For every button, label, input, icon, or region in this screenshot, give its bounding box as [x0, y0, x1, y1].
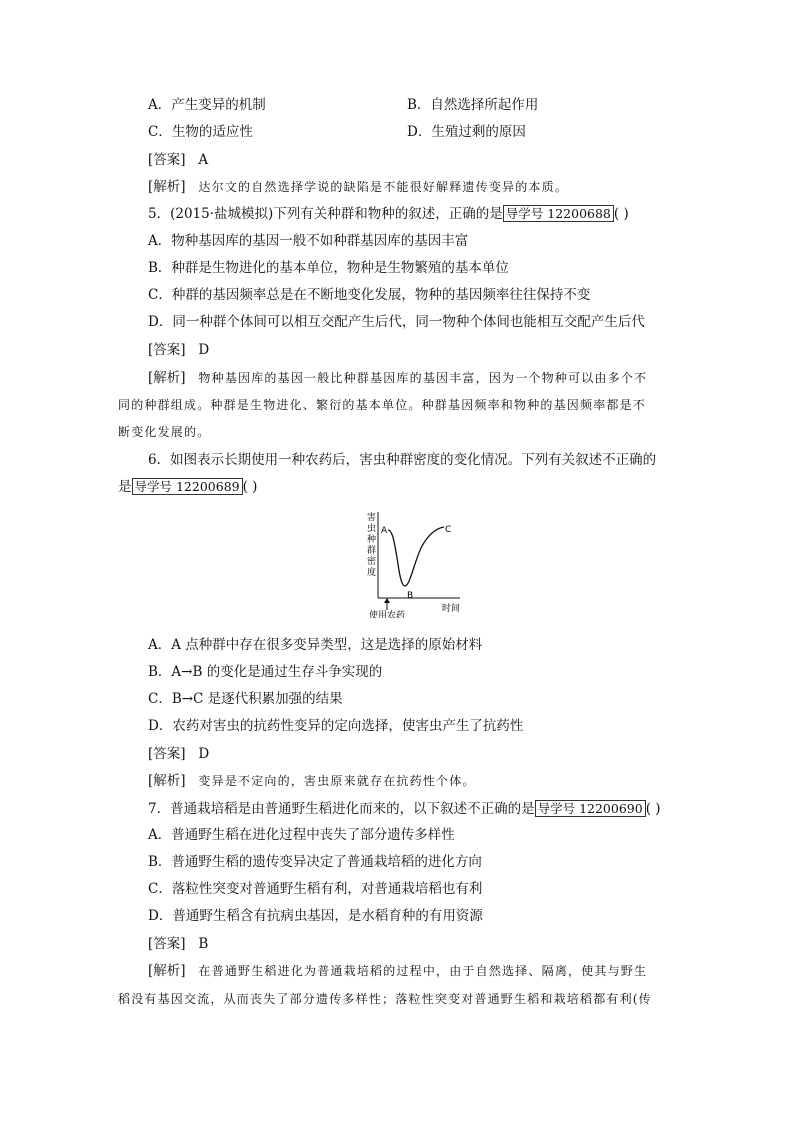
- q6-answer: D: [198, 746, 210, 762]
- q7-explanation-line-2: [118, 990, 652, 1008]
- y-label-char: 密: [367, 557, 377, 567]
- q4-answer-line: [148, 151, 208, 169]
- q6-stem-2: 是: [118, 479, 132, 495]
- q4-answer: A: [198, 152, 209, 168]
- q6-stem: 6．如图表示长期使用一种农药后，害虫种群密度的变化情况。下列有关叙述不正确的: [148, 452, 657, 468]
- answer-tag: [答案]: [148, 152, 186, 168]
- q4-explanation-line: [148, 178, 568, 196]
- q5-explanation-line-1: [148, 369, 647, 387]
- y-label-char: 虫: [367, 524, 377, 534]
- q7-option-d: D．普通野生稻含有抗病虫基因，是水稻育种的有用资源: [148, 908, 483, 924]
- x-axis-label: 时间: [442, 604, 461, 614]
- point-b-label: B: [407, 591, 414, 601]
- q5-explanation-2: 同的种群组成。种群是生物进化、繁衍的基本单位。种群基因频率和物种的基因频率都是不: [118, 398, 647, 412]
- q6-explanation: 变异是不定向的，害虫原来就存在抗药性个体。: [198, 774, 476, 788]
- q6-option-d: D．农药对害虫的抗药性变异的定向选择，使害虫产生了抗药性: [148, 718, 524, 734]
- q4-explanation: 达尔文的自然选择学说的缺陷是不能很好解释遗传变异的本质。: [198, 180, 569, 194]
- y-label-char: 害: [367, 513, 377, 523]
- q5-option-d: D．同一种群个体间可以相互交配产生后代，同一物种个体间也能相互交配产生后代: [148, 314, 645, 330]
- q7-answer-paren: ( ): [645, 801, 661, 817]
- q5-explanation-3: 断变化发展的。: [118, 425, 211, 439]
- q5-option-a: A．物种基因库的基因一般不如种群基因库的基因丰富: [148, 233, 469, 249]
- q6-answer-line: [148, 745, 209, 763]
- q7-option-c: C．落粒性突变对普通野生稻有利，对普通栽培稻也有利: [148, 881, 483, 897]
- q6-guide-number: 导学号 12200689: [132, 478, 243, 495]
- q5-explanation-line-3: [118, 423, 210, 441]
- pesticide-arrowhead: [384, 598, 390, 603]
- q6-explanation-line: [148, 772, 476, 790]
- q7-explanation-line-1: [148, 962, 647, 980]
- q7-stem-line: [148, 800, 661, 818]
- q7-option-b: B．普通野生稻的遗传变异决定了普通栽培稻的进化方向: [148, 854, 482, 870]
- q5-answer-paren: ( ): [613, 206, 629, 222]
- q5-option-b: B．种群是生物进化的基本单位，物种是生物繁殖的基本单位: [148, 260, 509, 276]
- graph-svg: [360, 508, 470, 618]
- explanation-tag: [解析]: [148, 963, 186, 979]
- explanation-tag: [解析]: [148, 773, 186, 789]
- y-label-char: 种: [367, 535, 377, 545]
- q4-option-d: D．生殖过剩的原因: [407, 124, 526, 140]
- density-curve: [388, 527, 444, 586]
- q7-explanation-2: 稻没有基因交流，从而丧失了部分遗传多样性；落粒性突变对普通野生稻和栽培稻都有利(传: [118, 992, 652, 1006]
- q6-option-a: A．A 点种群中存在很多变异类型，这是选择的原始材料: [148, 637, 483, 653]
- q5-stem: 5．(2015·盐城模拟)下列有关种群和物种的叙述，正确的是: [148, 206, 503, 222]
- pesticide-label: 使用农药: [369, 611, 406, 618]
- population-density-graph: [360, 508, 470, 618]
- y-label-char: 度: [367, 568, 377, 578]
- q6-answer-paren: ( ): [242, 479, 258, 495]
- q5-stem-line: [148, 205, 629, 223]
- q5-explanation-line-2: [118, 396, 646, 414]
- q5-answer: D: [198, 342, 210, 358]
- q5-answer-line: [148, 341, 209, 359]
- q7-explanation-1: 在普通野生稻进化为普通栽培稻的过程中，由于自然选择、隔离，使其与野生: [198, 964, 648, 978]
- y-label-char: 群: [367, 546, 377, 556]
- explanation-tag: [解析]: [148, 179, 186, 195]
- q6-stem-line-2: [118, 478, 257, 496]
- q7-option-a: A．普通野生稻在进化过程中丧失了部分遗传多样性: [148, 827, 455, 843]
- answer-tag: [答案]: [148, 936, 186, 952]
- q4-option-b: B．自然选择所起作用: [407, 97, 539, 113]
- q4-option-a: A．产生变异的机制: [148, 97, 266, 113]
- q5-guide-number: 导学号 12200688: [503, 205, 614, 222]
- answer-tag: [答案]: [148, 746, 186, 762]
- point-a-label: A: [381, 526, 388, 536]
- q5-option-c: C．种群的基因频率总是在不断地变化发展，物种的基因频率往往保持不变: [148, 287, 591, 303]
- q6-option-c: C．B→C 是逐代积累加强的结果: [148, 691, 343, 707]
- q4-option-c: C．生物的适应性: [148, 124, 253, 140]
- explanation-tag: [解析]: [148, 370, 186, 386]
- point-c-label: C: [445, 525, 452, 535]
- q7-stem: 7．普通栽培稻是由普通野生稻进化而来的，以下叙述不正确的是: [148, 801, 535, 817]
- q5-explanation-1: 物种基因库的基因一般比种群基因库的基因丰富，因为一个物种可以由多个不: [198, 371, 648, 385]
- q7-answer-line: [148, 935, 208, 953]
- q7-answer: B: [198, 936, 209, 952]
- answer-tag: [答案]: [148, 342, 186, 358]
- q6-option-b: B．A→B 的变化是通过生存斗争实现的: [148, 664, 383, 680]
- q7-guide-number: 导学号 12200690: [535, 800, 646, 817]
